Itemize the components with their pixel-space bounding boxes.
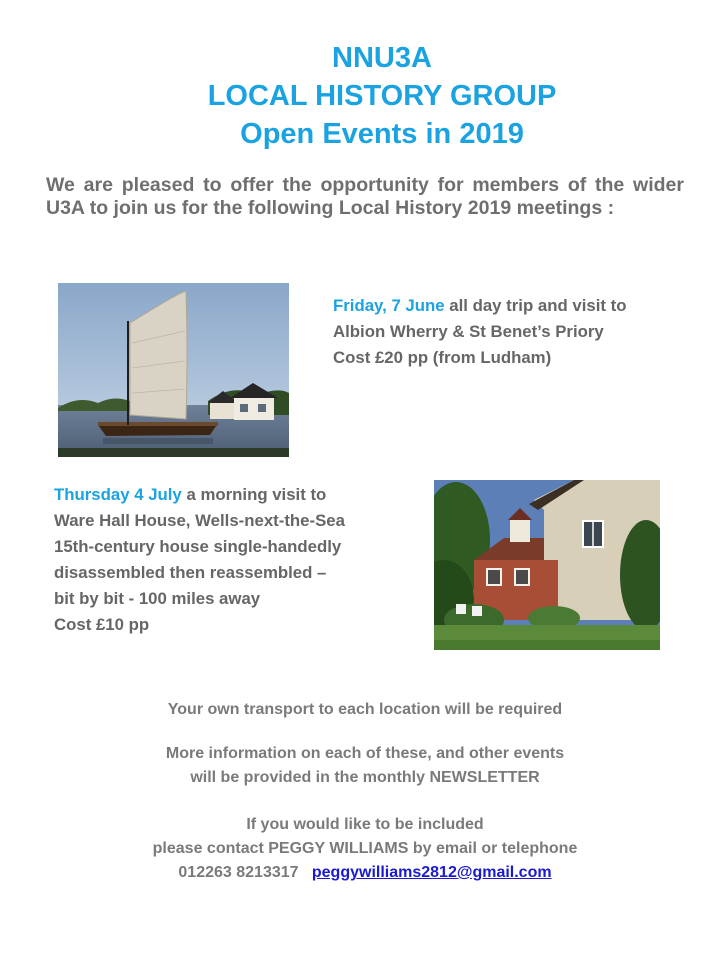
newsletter-line-1: More information on each of these, and other events [165, 745, 565, 762]
transport-note: Your own transport to each location will be required [167, 701, 563, 718]
event-1-desc: all day trip and visit to [449, 296, 627, 315]
event-2-date: Thursday 4 July [54, 485, 182, 504]
contact-line-1: If you would like to be included [246, 816, 484, 833]
event-2-cost: Cost £10 pp [54, 615, 150, 634]
event-2-line-1 [54, 482, 345, 508]
event-2-line-4: disassembled then reassembled – [54, 563, 327, 582]
contact-line-3 [0, 861, 720, 885]
contact-block [0, 813, 720, 885]
event-2-line-2: Ware Hall House, Wells-next-the-Sea [54, 511, 345, 530]
phone-number: 012263 8213317 [178, 864, 299, 881]
ware-hall-house-photo [434, 480, 660, 650]
event-2-line-5: bit by bit - 100 miles away [54, 589, 261, 608]
event-2 [54, 482, 345, 638]
contact-line-2: please contact PEGGY WILLIAMS by email or telephone [152, 840, 578, 857]
event-2-line-3: 15th-century house single-handedly [54, 537, 342, 556]
event-1-date: Friday, 7 June [333, 296, 445, 315]
event-1-line-2: Albion Wherry & St Benet’s Priory [333, 322, 604, 341]
title-line-1: NNU3A [332, 42, 432, 74]
event-1 [333, 293, 626, 371]
newsletter-note [0, 742, 720, 790]
title-line-3: Open Events in 2019 [240, 118, 524, 150]
event-1-cost: Cost £20 pp (from Ludham) [333, 348, 552, 367]
event-1-line-1 [333, 293, 626, 319]
wherry-photo [58, 283, 289, 457]
event-2-desc: a morning visit to [186, 485, 327, 504]
intro-paragraph: We are pleased to offer the opportunity for members of the wider U3A to join us for the following Local History 2019 meetings : [46, 174, 684, 219]
email-link[interactable]: peggywilliams2812@gmail.com [311, 864, 552, 881]
title-line-2: LOCAL HISTORY GROUP [207, 80, 557, 112]
newsletter-line-2: will be provided in the monthly NEWSLETTER [190, 769, 540, 786]
